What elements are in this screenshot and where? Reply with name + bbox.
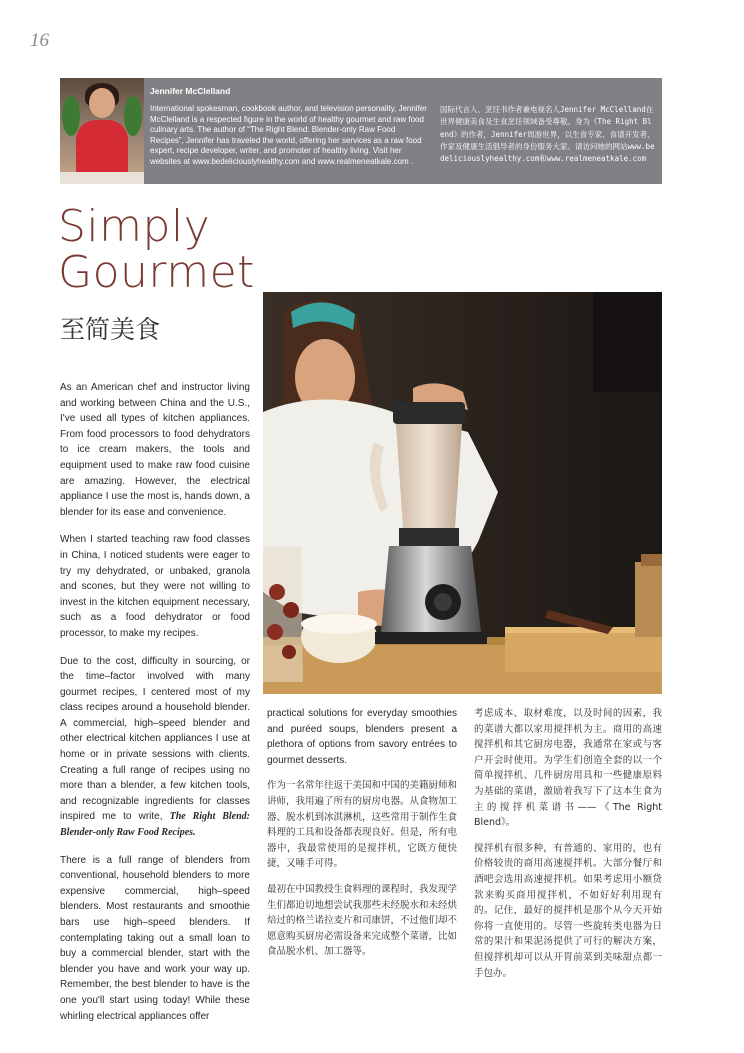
paragraph-chinese: 搅拌机有很多种，有普通的、家用的，也有价格较贵的商用高速搅拌机。大部分餐厅和酒吧会选用高速搅拌机。如果考虑用小额贷款来购买商用搅拌机，不如好好利用现有的。记住，最好的搅拌机是那个从今天开始你将一直使用的。尽管一些旋转类电器为日常的果汁和果泥汤提供了可行的解决方案，但搅拌机却可以从开胃前菜到美味甜点都一手包办。 [474, 842, 662, 979]
paragraph: There is a full range of blenders from conventional, household blenders to more expensive commercial, high–speed blenders. Most restaurants and smoothie bars use high–speed blenders. If contemplating taking out a small loan to buy a commercial blender, start with the blender you have and work your way up. Remember, the best blender to have is the one you'll start using today! While these whirling electrical appliances offer [60, 854, 250, 1022]
paragraph [60, 654, 250, 841]
article-column-3 [474, 706, 662, 991]
paragraph-chinese: 最初在中国教授生食料理的课程时，我发现学生们都迫切地想尝试我那些未经脱水和未经烘焙过的格兰诺拉麦片和司康饼，不过他们却不愿意购买厨房必需设备来完成整个菜谱，比如食品脱水机、加工器等。 [267, 883, 458, 958]
author-dress-image [76, 120, 128, 180]
paragraph: When I started teaching raw food classes in China, I noticed students were eager to try my dehydrated, or unbaked, granola and scones, but they were not willing to invest in the kitchen equipment necessary, such as a food dehydrator or food processor, to make my recipes. [60, 534, 250, 639]
table-image [60, 172, 144, 184]
paragraph: As an American chef and instructor living and working between China and the U.S., I've used all types of kitchen appliances. From food processors to food dehydrators to ice cream makers, the tools and equipment used to make raw food cuisine are amazing. However, the electrical appliance I use the most is, hands down, a blender for its ease and convenience. [60, 382, 250, 518]
author-face-image [89, 88, 115, 118]
article-column-2 [267, 706, 457, 970]
article-column-1 [60, 380, 250, 1036]
chef-blender-photo [263, 292, 662, 694]
article-title [58, 201, 255, 298]
author-name: Jennifer McClelland [150, 86, 231, 96]
article-title-chinese: 至简美食 [60, 316, 161, 344]
paragraph-text: Due to the cost, difficulty in sourcing, or the time–factor involved with many gourmet recipes, I centered most of my class recipes around a household blender. A commercial, high–speed blender and other electrical kitchen appliances I use at home or in private sessions with clients. Creating a full range of recipes using no more than a blender, a few kitchen tools, and recognizable ingredients for classes inspired me to write, [60, 655, 250, 823]
page-number: 16 [30, 30, 49, 51]
author-photo [60, 78, 144, 184]
author-bio-chinese: 国际代言人、烹饪书作者兼电视名人Jennifer McClelland在世界健康美食及生食烹饪领域备受尊敬。身为《The Right Blend》的作者，Jennifer周游世界，以生食专家、食谱开发者、作家及健康生活倡导者的身份服务大家。请访问她的网站www.bedeliciouslyhealthy.com和www.realmeneatkale.com [440, 105, 655, 164]
kale-right-image [124, 96, 142, 136]
book-title: The Right Blend: Blender-only Raw Food Recipes. [60, 811, 250, 839]
paragraph: practical solutions for everyday smoothies and puréed soups, blenders present a plethora of options from savory entrées to gourmet desserts. [267, 708, 457, 766]
paragraph-chinese: 考虑成本、取材难度，以及时间的因素，我的菜谱大都以家用搅拌机为主。商用的高速搅拌机和其它厨房电器，我通常在家或与客户开会时使用。为学生们创造全套的以一个简单搅拌机、几件厨房用具和一些健康原料为基础的菜谱，激励着我写下了这本生食为主的搅拌机菜谱书——《The Right Blend》。 [474, 708, 662, 829]
title-line-2: Gourmet [58, 247, 255, 298]
paragraph-chinese: 作为一名常年往返于美国和中国的美籍厨师和讲师，我用遍了所有的厨房电器。从食物加工器、脱水机到冰淇淋机，这些常用于制作生食料理的工具和设备都表现良好。但是，所有电器中，我最常使用的是搅拌机，它既方便快捷，又唾手可得。 [267, 780, 458, 870]
author-bio-english: International spokesman, cookbook author, and television personality, Jennifer McClelland is a respected figure in the world of healthy gourmet and raw food culinary arts. The author of “The Right Blend: Blender-only Raw Food Recipes”, Jennifer has traveled the world, offering her services as a raw food expert, recipe developer, writer, and promoter of healthy living. Visit her websites at www.bedeliciouslyhealthy.com and www.realmeneatkale.com . [150, 104, 427, 166]
title-line-1: Simply [58, 201, 211, 252]
